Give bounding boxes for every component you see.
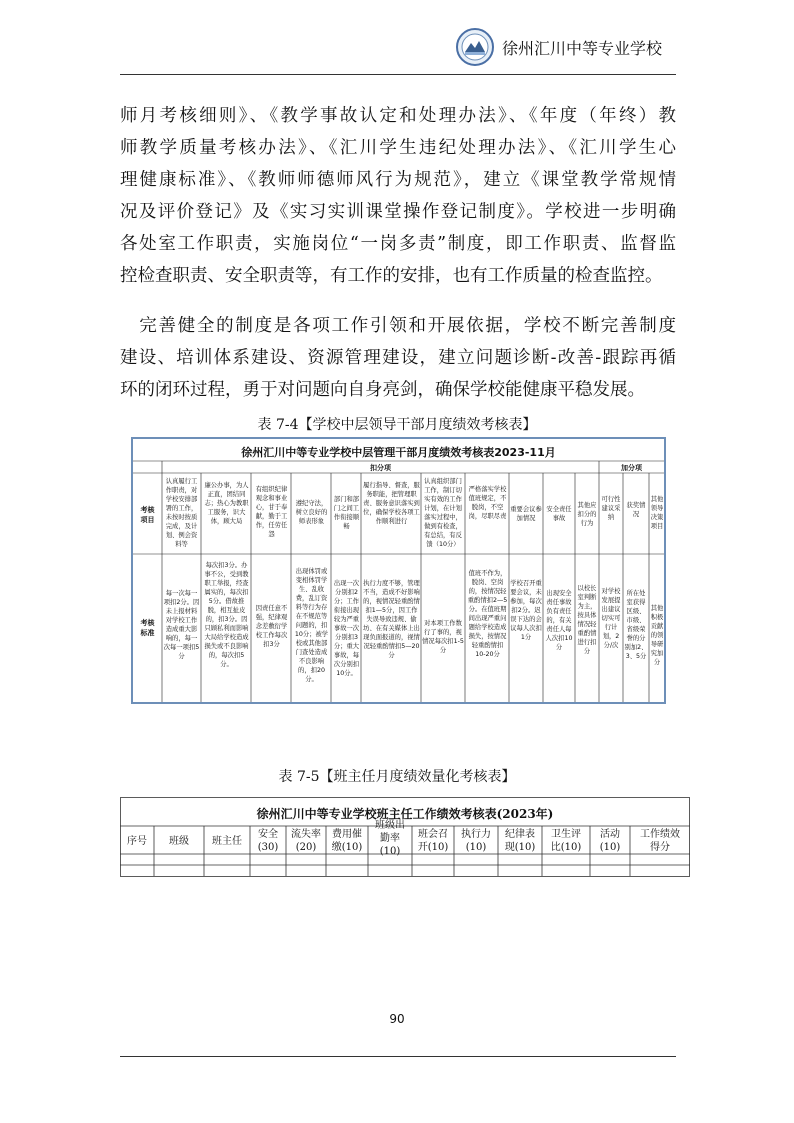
text-line: 各处室工作职责，实施岗位“一岗多责”制度，即工作职责、监督监 bbox=[120, 234, 676, 254]
text-line: 师月考核细则》、《教学事故认定和处理办法》、《年度（年终）教 bbox=[120, 106, 676, 126]
table-caption-2: 表 7-5【班主任月度绩效量化考核表】 bbox=[278, 769, 516, 785]
row-label-items: 考核 项目 bbox=[140, 506, 155, 524]
text-line: 建设、培训体系建设、资源管理建设，建立问题诊断-改善-跟踪再循 bbox=[120, 348, 676, 368]
item-cell: 安全责任事故 bbox=[546, 506, 572, 522]
col-header: 安全 (30) bbox=[257, 829, 279, 853]
col-header: 活动 (10) bbox=[599, 829, 621, 853]
col-header: 工作绩效 得分 bbox=[640, 829, 680, 853]
item-cell: 遵纪守法，树立良好的师表形象 bbox=[295, 500, 328, 525]
item-cell: 可行性建议采纳 bbox=[601, 496, 621, 521]
col-header: 执行力 (10) bbox=[461, 829, 491, 853]
standard-cell: 执行力度不够，管理不当，造成不好影响的，视情况轻重酌情扣1—5分，因工作失误导致违规、偷坊、在有关媒体上出现负面报道的，视情况轻重酌情扣5—20分 bbox=[363, 580, 420, 659]
standard-cell: 值班不作为，脱岗、空岗的，按情况轻重酌情扣2—5分。在值班期间出现严重问题给学校造成损失，按情况轻重酌情扣10-20分 bbox=[467, 570, 508, 658]
text-line: 控检查职责、安全职责等，有工作的安排，也有工作质量的检查监控。 bbox=[120, 266, 663, 286]
standard-cell: 学校召开重要会议，未参加，每次扣2分。迟误下达的会议每人次扣1分 bbox=[510, 580, 542, 641]
standard-cell: 出现安全责任事故负有责任的，有关责任人每人次扣10分 bbox=[545, 590, 573, 651]
standard-cell: 每一次每一项扣2分。因未上报材料对学校工作造成重大影响的，每一次每一项扣5分 bbox=[163, 590, 200, 660]
item-cell: 有组织纪律观念和事业心，甘于奉献，勤于工作，任劳任怨 bbox=[255, 486, 288, 538]
paragraph-1 bbox=[120, 100, 676, 292]
standard-cell: 其他积极贡献的领导研究加分 bbox=[650, 605, 664, 666]
text-line: 师教学质量考核办法》、《汇川学生违纪处理办法》、《汇川学生心 bbox=[120, 138, 676, 158]
col-header: 班级出 勤率 (10) bbox=[375, 819, 405, 857]
col-header: 费用催 缴(10) bbox=[331, 829, 363, 853]
item-cell: 履行指导、督查，服务职能，把管理职责、服务意识落实到位，确保学校各项工作顺利进行 bbox=[363, 482, 420, 525]
text-line: 况及评价登记》及《实习实训课堂操作登记制度》。学校进一步明确 bbox=[120, 202, 676, 222]
item-cell: 部门和部门之间工作衔接顺畅 bbox=[333, 496, 360, 530]
item-cell: 认真组织部门工作，制订切实有效的工作计划，在计划落实过程中，做到有检查，有总结，有反馈（10分） bbox=[424, 478, 462, 548]
page-number: 90 bbox=[389, 1012, 405, 1026]
item-cell: 其他应扣分的行为 bbox=[577, 502, 597, 527]
table2-title: 徐州汇川中等专业学校班主任工作绩效考核表(2023年) bbox=[256, 807, 554, 821]
col-header: 序号 bbox=[127, 835, 147, 847]
row-label-standards: 考核 标准 bbox=[140, 619, 155, 637]
item-cell: 严格落实学校值班规定，不脱岗，不空岗，尽职尽责 bbox=[468, 486, 507, 520]
standard-cell: 出现体罚或变相体罚学生、乱收费，乱订资料等行为存在不规范等问题的，扣10分；被学校或其他部门查处造成不良影响的，扣20分。 bbox=[294, 568, 329, 683]
middle-manager-assessment-table bbox=[131, 437, 666, 704]
table1-title: 徐州汇川中等专业学校中层管理干部月度绩效考核表2023-11月 bbox=[241, 446, 556, 459]
col-header: 流失率 (20) bbox=[291, 829, 321, 853]
item-cell: 获奖情况 bbox=[626, 502, 646, 518]
footer-divider bbox=[120, 1056, 676, 1057]
col-header: 纪律表 现(10) bbox=[504, 829, 536, 853]
standard-cell: 出现一次分别扣2分；工作衔接出现较为严重事故一次分别扣3分；重大事故，每次分别扣10分。 bbox=[333, 580, 360, 677]
paragraph-2 bbox=[120, 310, 676, 406]
bonus-band-label: 加分项 bbox=[621, 464, 642, 472]
table-caption-1: 表 7-4【学校中层领导干部月度绩效考核表】 bbox=[257, 417, 537, 433]
school-logo-icon bbox=[455, 27, 495, 67]
class-teacher-assessment-table bbox=[120, 797, 690, 877]
item-cell: 其他领导决策项目 bbox=[650, 496, 664, 530]
col-header: 班会召 开(10) bbox=[417, 829, 449, 853]
standard-cell: 所在处室获得区级、市级、省级荣誉的分别加2、3、5分 bbox=[624, 590, 648, 660]
text-line: 环的闭环过程，勇于对问题向自身亮剑，确保学校能健康平稳发展。 bbox=[120, 380, 645, 400]
col-header: 班级 bbox=[169, 835, 189, 847]
item-cell: 重要会议参加情况 bbox=[510, 506, 542, 522]
standard-cell: 对学校发展提出建议切实可行计划，2分/次 bbox=[601, 588, 621, 649]
header-divider bbox=[120, 74, 676, 75]
text-line: 理健康标准》、《教师师德师风行为规范》，建立《课堂教学常规情 bbox=[120, 170, 676, 190]
standard-cell: 因责任意不强，纪律观念差敷衍学校工作每次扣3分 bbox=[255, 605, 288, 648]
deduct-band-label: 扣分项 bbox=[370, 464, 391, 472]
text-line: 完善健全的制度是各项工作引领和开展依据，学校不断完善制度 bbox=[120, 316, 676, 336]
standard-cell: 每次扣3分。办事不公，受到教职工举报，经查属实的，每次扣5分。借故推脱，相互扯皮的，扣3分。因只顾私利而影响大局给学校造成损失或不良影响的，每次扣5分。 bbox=[204, 562, 249, 668]
col-header: 班主任 bbox=[212, 835, 242, 847]
standard-cell: 对本项工作数行了事的，视情况每次扣1-5分 bbox=[422, 620, 464, 654]
item-cell: 廉公办事，为人正直，团结同志；热心为教职工服务，识大体，顾大局 bbox=[204, 482, 249, 525]
col-header: 卫生评 比(10) bbox=[550, 829, 582, 853]
item-cell: 认真履行工作职责，对学校安排部署的工作，未按时按质完成，及计划、例会资料等 bbox=[165, 478, 198, 548]
header-school-name: 徐州汇川中等专业学校 bbox=[502, 39, 663, 58]
standard-cell: 以校长室判断为主，按具体情况轻重酌情进行扣分 bbox=[577, 585, 597, 655]
